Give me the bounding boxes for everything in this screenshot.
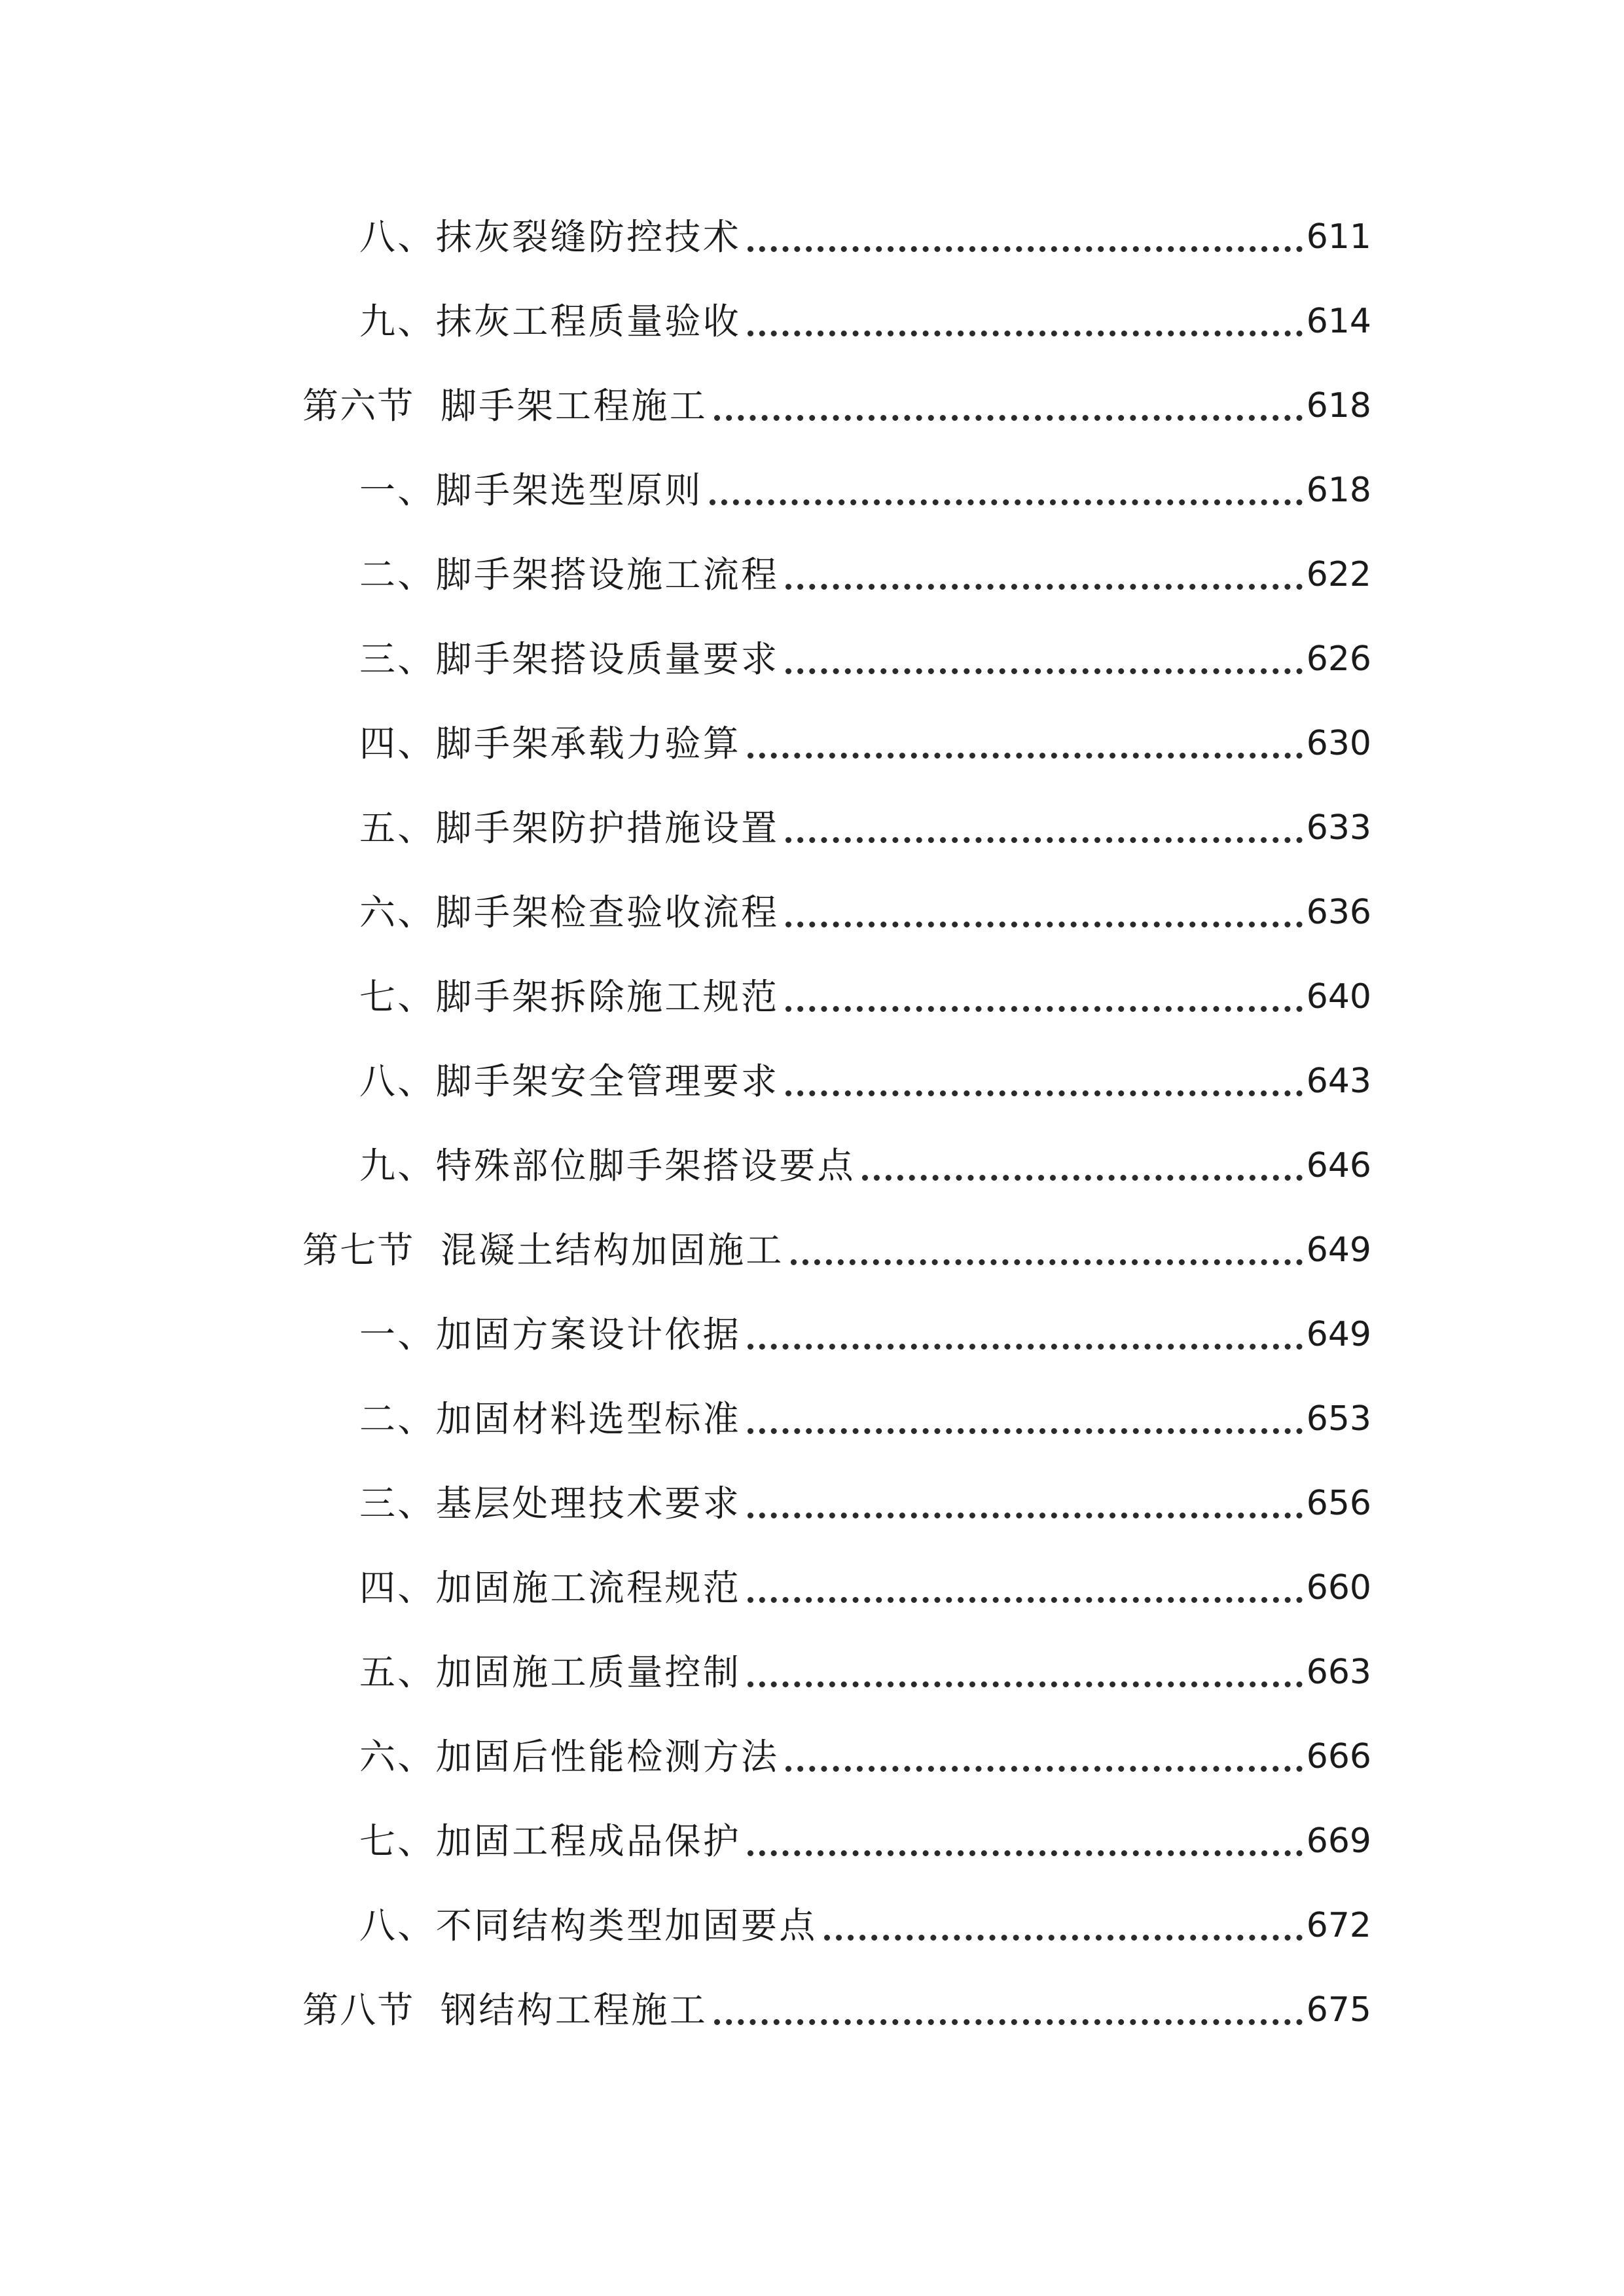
- toc-entry-page-number: 626: [1306, 639, 1371, 679]
- toc-section-entry[interactable]: [302, 380, 1371, 432]
- toc-entry[interactable]: [359, 886, 1371, 939]
- toc-entry-prefix: 三、: [359, 1482, 436, 1524]
- toc-entry[interactable]: [359, 802, 1371, 854]
- toc-entry-page-number: 649: [1306, 1315, 1371, 1354]
- dot-leader: [791, 1259, 1303, 1265]
- toc-entry-prefix: 八、: [359, 1060, 436, 1102]
- toc-entry-prefix: 一、: [359, 469, 436, 511]
- toc-entry-page-number: 669: [1306, 1821, 1371, 1861]
- toc-entry[interactable]: [359, 1308, 1371, 1361]
- toc-entry-title: 基层处理技术要求: [435, 1482, 742, 1524]
- dot-leader: [824, 1935, 1303, 1941]
- dot-leader: [785, 837, 1302, 843]
- toc-entry-prefix: 九、: [359, 1145, 436, 1187]
- toc-entry-page-number: 663: [1306, 1653, 1371, 1692]
- toc-entry-prefix: 七、: [359, 1820, 436, 1862]
- dot-leader: [748, 331, 1303, 336]
- dot-leader: [748, 246, 1303, 252]
- toc-entry-prefix: 四、: [359, 1567, 436, 1609]
- toc-entry-title: 加固施工流程规范: [435, 1567, 742, 1609]
- toc-entry-prefix: 第七节: [302, 1229, 415, 1271]
- toc-entry-prefix: 五、: [359, 807, 436, 849]
- toc-entry-prefix: 第六节: [302, 385, 415, 427]
- toc-entry[interactable]: [359, 211, 1371, 263]
- dot-leader: [748, 1428, 1303, 1434]
- toc-entry-title: 脚手架检查验收流程: [435, 891, 780, 933]
- toc-entry[interactable]: [359, 295, 1371, 348]
- toc-entry[interactable]: [359, 464, 1371, 516]
- toc-entry[interactable]: [359, 1731, 1371, 1783]
- toc-entry-page-number: 660: [1306, 1568, 1371, 1607]
- dot-leader: [748, 1850, 1303, 1856]
- toc-entry-page-number: 656: [1306, 1484, 1371, 1523]
- toc-entry-page-number: 633: [1306, 808, 1371, 848]
- toc-entry[interactable]: [359, 717, 1371, 770]
- toc-entry-prefix: 三、: [359, 638, 436, 680]
- toc-entry-prefix: 一、: [359, 1314, 436, 1355]
- toc-entry-page-number: 640: [1306, 977, 1371, 1016]
- toc-entry-title: 特殊部位脚手架搭设要点: [435, 1145, 856, 1187]
- dot-leader: [862, 1175, 1303, 1181]
- toc-entry[interactable]: [359, 971, 1371, 1023]
- dot-leader: [710, 499, 1303, 505]
- toc-entry-title: 脚手架承载力验算: [435, 723, 742, 764]
- toc-entry-title: 脚手架拆除施工规范: [435, 976, 780, 1018]
- toc-entry-page-number: 675: [1306, 1990, 1371, 2030]
- toc-entry-title: 抹灰裂缝防控技术: [435, 216, 742, 258]
- dot-leader: [785, 584, 1302, 590]
- toc-entry-prefix: 二、: [359, 1398, 436, 1440]
- toc-entry-title: 脚手架工程施工: [441, 385, 708, 427]
- toc-entry[interactable]: [359, 1899, 1371, 1952]
- toc-entry-title: 加固后性能检测方法: [435, 1736, 780, 1778]
- toc-entry-page-number: 618: [1306, 471, 1371, 510]
- toc-entry-page-number: 611: [1306, 217, 1371, 257]
- toc-entry[interactable]: [359, 1139, 1371, 1192]
- toc-entry-page-number: 643: [1306, 1062, 1371, 1101]
- dot-leader: [785, 1006, 1302, 1012]
- dot-leader: [748, 1681, 1303, 1687]
- toc-entry[interactable]: [359, 1393, 1371, 1445]
- dot-leader: [785, 1766, 1302, 1772]
- toc-entry-title: 脚手架搭设施工流程: [435, 554, 780, 596]
- toc-entry-title: 加固材料选型标准: [435, 1398, 742, 1440]
- toc-entry-prefix: 七、: [359, 976, 436, 1018]
- toc-entry-page-number: 636: [1306, 893, 1371, 932]
- toc-entry[interactable]: [359, 548, 1371, 601]
- toc-entry-prefix: 九、: [359, 300, 436, 342]
- toc-entry-page-number: 653: [1306, 1399, 1371, 1439]
- toc-entry[interactable]: [359, 633, 1371, 685]
- toc-entry-page-number: 666: [1306, 1737, 1371, 1776]
- dot-leader: [785, 922, 1302, 927]
- toc-entry-title: 脚手架搭设质量要求: [435, 638, 780, 680]
- toc-entry-page-number: 618: [1306, 386, 1371, 425]
- dot-leader: [785, 1090, 1302, 1096]
- dot-leader: [714, 2019, 1303, 2025]
- toc-entry-prefix: 六、: [359, 1736, 436, 1778]
- toc-entry-prefix: 四、: [359, 723, 436, 764]
- toc-entry-title: 脚手架防护措施设置: [435, 807, 780, 849]
- toc-entry-page-number: 630: [1306, 724, 1371, 763]
- dot-leader: [714, 415, 1303, 421]
- toc-entry-title: 抹灰工程质量验收: [435, 300, 742, 342]
- toc-entry-title: 脚手架安全管理要求: [435, 1060, 780, 1102]
- dot-leader: [748, 753, 1303, 759]
- toc-section-entry[interactable]: [302, 1224, 1371, 1276]
- toc-entry-page-number: 614: [1306, 302, 1371, 341]
- toc-entry[interactable]: [359, 1562, 1371, 1614]
- toc-entry-page-number: 646: [1306, 1146, 1371, 1185]
- toc-entry-title: 脚手架选型原则: [435, 469, 703, 511]
- toc-entry-title: 混凝土结构加固施工: [441, 1229, 784, 1271]
- dot-leader: [748, 1344, 1303, 1350]
- toc-entry-title: 钢结构工程施工: [441, 1989, 708, 2031]
- dot-leader: [748, 1597, 1303, 1603]
- toc-entry[interactable]: [359, 1646, 1371, 1698]
- toc-entry[interactable]: [359, 1477, 1371, 1530]
- toc-section-entry[interactable]: [302, 1984, 1371, 2036]
- toc-entry-page-number: 672: [1306, 1906, 1371, 1945]
- toc-entry-page-number: 622: [1306, 555, 1371, 594]
- toc-entry-title: 加固施工质量控制: [435, 1651, 742, 1693]
- toc-entry[interactable]: [359, 1815, 1371, 1867]
- toc-entry-prefix: 八、: [359, 1905, 436, 1946]
- dot-leader: [748, 1513, 1303, 1518]
- dot-leader: [785, 668, 1302, 674]
- toc-entry-title: 不同结构类型加固要点: [435, 1905, 818, 1946]
- toc-entry-prefix: 第八节: [302, 1989, 415, 2031]
- toc-entry-prefix: 二、: [359, 554, 436, 596]
- toc-entry-page-number: 649: [1306, 1230, 1371, 1270]
- toc-entry-prefix: 八、: [359, 216, 436, 258]
- toc-entry-prefix: 五、: [359, 1651, 436, 1693]
- toc-entry-prefix: 六、: [359, 891, 436, 933]
- toc-entry-title: 加固工程成品保护: [435, 1820, 742, 1862]
- toc-entry-title: 加固方案设计依据: [435, 1314, 742, 1355]
- toc-entry[interactable]: [359, 1055, 1371, 1107]
